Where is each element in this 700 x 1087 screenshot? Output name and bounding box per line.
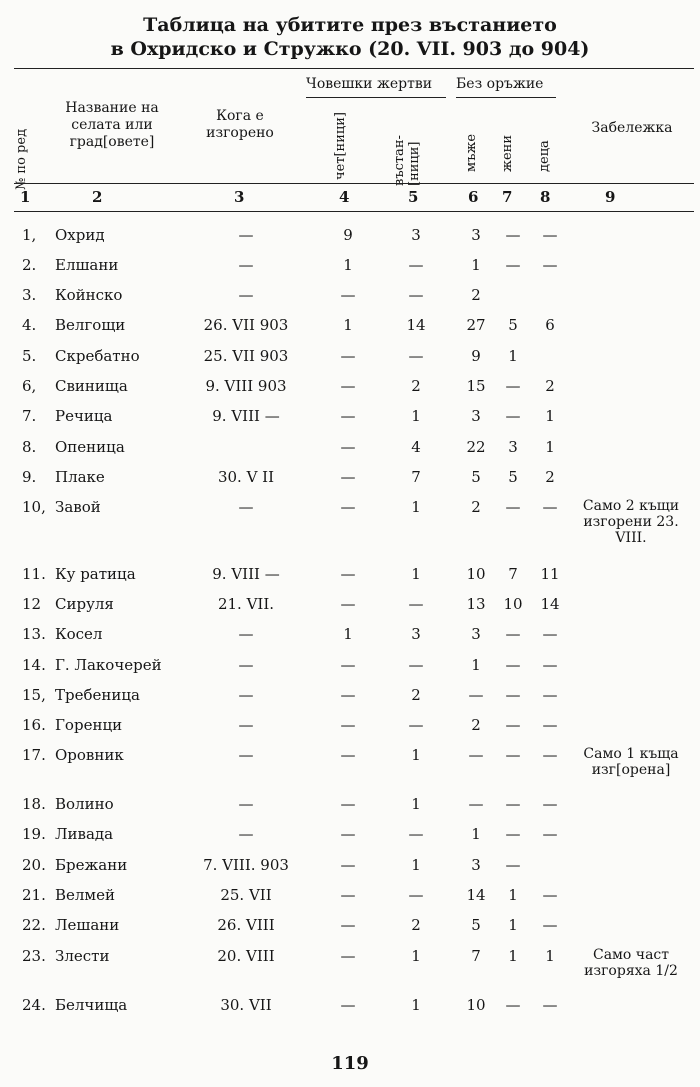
row-number: 23. <box>22 947 46 965</box>
men-count: 3 <box>471 856 481 874</box>
vastanici-count: 1 <box>411 498 421 516</box>
village-name: Плаке <box>55 468 105 486</box>
vastanici-count: — <box>408 347 424 365</box>
column-number: 2 <box>92 188 103 206</box>
row-number: 9. <box>22 468 37 486</box>
chetnici-count: — <box>340 825 356 843</box>
page-number: 119 <box>331 1053 369 1074</box>
row-number: 1, <box>22 226 37 244</box>
vastanici-count: 1 <box>411 947 421 965</box>
women-count: — <box>505 825 521 843</box>
row-number: 14. <box>22 656 46 674</box>
row-number: 12 <box>22 595 42 613</box>
burn-date: 30. V II <box>217 468 275 486</box>
men-count: 2 <box>471 716 481 734</box>
village-name: Велгощи <box>55 316 126 334</box>
vastanici-count: 2 <box>411 686 421 704</box>
burn-date: 9. VIII — <box>212 407 280 425</box>
children-count: 2 <box>545 468 555 486</box>
vastanici-count: 4 <box>411 438 421 456</box>
children-count: — <box>542 916 558 934</box>
women-count: 3 <box>508 438 518 456</box>
children-count: 14 <box>540 595 560 613</box>
men-count: 5 <box>471 468 481 486</box>
children-count: 6 <box>545 316 555 334</box>
column-number: 4 <box>339 188 350 206</box>
burn-date: — <box>238 746 254 764</box>
row-number: 16. <box>22 716 46 734</box>
chetnici-count: — <box>340 746 356 764</box>
children-count: — <box>542 795 558 813</box>
row-number: 7. <box>22 407 37 425</box>
vastanici-count: — <box>408 825 424 843</box>
vastanici-count: — <box>408 256 424 274</box>
village-name: Брежани <box>55 856 128 874</box>
row-number: 10, <box>22 498 46 516</box>
header-name: Название на селата или град[овете] <box>65 100 159 150</box>
column-number: 6 <box>468 188 479 206</box>
men-count: 14 <box>466 886 486 904</box>
village-name: Скребатно <box>55 347 140 365</box>
row-note: Само част изгоряха 1/2 <box>584 947 678 979</box>
women-count: — <box>505 716 521 734</box>
row-number: 2. <box>22 256 37 274</box>
village-name: Завой <box>55 498 101 516</box>
chetnici-count: — <box>340 407 356 425</box>
row-number: 13. <box>22 625 46 643</box>
row-number: 15, <box>22 686 46 704</box>
women-count: 1 <box>508 947 518 965</box>
burn-date: 26. VIII <box>217 916 275 934</box>
children-count: 2 <box>545 377 555 395</box>
header-date: Кога е изгорено <box>206 108 274 141</box>
village-name: Охрид <box>55 226 105 244</box>
village-name: Г. Лакочерей <box>55 656 162 674</box>
burn-date: — <box>238 656 254 674</box>
women-count: 1 <box>508 916 518 934</box>
women-count: — <box>505 795 521 813</box>
chetnici-count: — <box>340 856 356 874</box>
chetnici-count: — <box>340 565 356 583</box>
village-name: Елшани <box>55 256 119 274</box>
children-count: — <box>542 498 558 516</box>
women-count: — <box>505 996 521 1014</box>
chetnici-count: — <box>340 286 356 304</box>
header-children: деца <box>537 140 552 172</box>
village-name: Требеница <box>55 686 140 704</box>
children-count: — <box>542 825 558 843</box>
children-count: — <box>542 226 558 244</box>
column-number: 5 <box>408 188 419 206</box>
row-number: 19. <box>22 825 46 843</box>
burn-date: 9. VIII — <box>212 565 280 583</box>
children-count: — <box>542 625 558 643</box>
vastanici-count: — <box>408 656 424 674</box>
burn-date: 25. VII 903 <box>203 347 289 365</box>
burn-date: — <box>238 825 254 843</box>
vastanici-count: 1 <box>411 565 421 583</box>
vastanici-count: 1 <box>411 856 421 874</box>
row-number: 24. <box>22 996 46 1014</box>
men-count: 9 <box>471 347 481 365</box>
row-number: 11. <box>22 565 46 583</box>
village-name: Опеница <box>55 438 125 456</box>
children-count: 1 <box>545 407 555 425</box>
row-number: 21. <box>22 886 46 904</box>
header-top-rule <box>14 68 694 69</box>
header-row-number: № по ред <box>14 128 29 190</box>
chetnici-count: — <box>340 996 356 1014</box>
row-number: 4. <box>22 316 37 334</box>
men-count: 3 <box>471 407 481 425</box>
men-count: 1 <box>471 825 481 843</box>
column-number: 9 <box>605 188 616 206</box>
header-note: Забележка <box>591 120 673 136</box>
vastanici-count: 1 <box>411 996 421 1014</box>
chetnici-count: 1 <box>343 256 353 274</box>
men-count: 7 <box>471 947 481 965</box>
men-count: 10 <box>466 565 486 583</box>
vastanici-count: 1 <box>411 746 421 764</box>
row-number: 5. <box>22 347 37 365</box>
burn-date: 21. VII. <box>217 595 275 613</box>
children-count: — <box>542 746 558 764</box>
group-victims-underline <box>306 97 446 98</box>
chetnici-count: — <box>340 716 356 734</box>
women-count: — <box>505 407 521 425</box>
village-name: Ливада <box>55 825 114 843</box>
row-number: 8. <box>22 438 37 456</box>
chetnici-count: 1 <box>343 316 353 334</box>
women-count: — <box>505 656 521 674</box>
chetnici-count: — <box>340 347 356 365</box>
men-count: 1 <box>471 656 481 674</box>
vastanici-count: 1 <box>411 407 421 425</box>
burn-date: — <box>238 625 254 643</box>
chetnici-count: — <box>340 947 356 965</box>
women-count: — <box>505 686 521 704</box>
header-bottom-rule <box>14 211 694 212</box>
burn-date: 26. VII 903 <box>203 316 289 334</box>
women-count: 10 <box>503 595 523 613</box>
chetnici-count: — <box>340 468 356 486</box>
row-note: Само 1 къща изг[орена] <box>583 746 679 778</box>
chetnici-count: — <box>340 498 356 516</box>
village-name: Речица <box>55 407 113 425</box>
chetnici-count: — <box>340 886 356 904</box>
vastanici-count: — <box>408 595 424 613</box>
village-name: Сируля <box>55 595 114 613</box>
women-count: — <box>505 226 521 244</box>
village-name: Волино <box>55 795 114 813</box>
header-women: жени <box>500 135 515 172</box>
women-count: — <box>505 856 521 874</box>
burn-date: — <box>238 795 254 813</box>
men-count: 10 <box>466 996 486 1014</box>
village-name: Горенци <box>55 716 123 734</box>
vastanici-count: — <box>408 286 424 304</box>
chetnici-count: — <box>340 438 356 456</box>
chetnici-count: — <box>340 595 356 613</box>
men-count: 1 <box>471 256 481 274</box>
row-number: 20. <box>22 856 46 874</box>
chetnici-count: — <box>340 795 356 813</box>
children-count: 1 <box>545 438 555 456</box>
group-unarmed-underline <box>456 97 556 98</box>
men-count: 3 <box>471 226 481 244</box>
village-name: Оровник <box>55 746 124 764</box>
children-count: — <box>542 996 558 1014</box>
row-note: Само 2 къщи изгорени 23. VIII. <box>582 498 680 546</box>
village-name: Белчища <box>55 996 128 1014</box>
table-title-line-1: Таблица на убитите през въстанието <box>143 14 557 36</box>
village-name: Велмей <box>55 886 115 904</box>
burn-date: 30. VII <box>220 996 272 1014</box>
row-number: 6, <box>22 377 37 395</box>
burn-date: — <box>238 686 254 704</box>
burn-date: 25. VII <box>220 886 272 904</box>
women-count: — <box>505 625 521 643</box>
village-name: Свинища <box>55 377 128 395</box>
women-count: — <box>505 256 521 274</box>
women-count: — <box>505 746 521 764</box>
village-name: Лешани <box>55 916 120 934</box>
burn-date: — <box>238 256 254 274</box>
men-count: 2 <box>471 286 481 304</box>
women-count: — <box>505 498 521 516</box>
women-count: 1 <box>508 886 518 904</box>
burn-date: — <box>238 716 254 734</box>
vastanici-count: — <box>408 886 424 904</box>
village-name: Ку ратица <box>55 565 136 583</box>
village-name: Койнско <box>55 286 123 304</box>
column-number: 3 <box>234 188 245 206</box>
header-men: мъже <box>464 133 479 172</box>
children-count: 1 <box>545 947 555 965</box>
vastanici-count: 2 <box>411 377 421 395</box>
vastanici-count: 14 <box>406 316 426 334</box>
header-chetnici: чет[ници] <box>333 112 348 180</box>
chetnici-count: 1 <box>343 625 353 643</box>
chetnici-count: 9 <box>343 226 353 244</box>
column-number: 7 <box>502 188 513 206</box>
burn-date: — <box>238 226 254 244</box>
village-name: Злести <box>55 947 110 965</box>
header-group-victims: Човешки жертви <box>306 76 433 92</box>
men-count: 3 <box>471 625 481 643</box>
men-count: — <box>468 746 484 764</box>
children-count: — <box>542 686 558 704</box>
vastanici-count: 3 <box>411 226 421 244</box>
children-count: 11 <box>540 565 560 583</box>
chetnici-count: — <box>340 656 356 674</box>
row-number: 3. <box>22 286 37 304</box>
men-count: 13 <box>466 595 486 613</box>
men-count: 15 <box>466 377 486 395</box>
men-count: 5 <box>471 916 481 934</box>
men-count: 22 <box>466 438 486 456</box>
children-count: — <box>542 656 558 674</box>
women-count: — <box>505 377 521 395</box>
table-title-line-2: в Охридско и Стружко (20. VII. 903 до 904) <box>110 38 590 60</box>
row-number: 17. <box>22 746 46 764</box>
children-count: — <box>542 716 558 734</box>
children-count: — <box>542 256 558 274</box>
vastanici-count: 2 <box>411 916 421 934</box>
vastanici-count: 1 <box>411 795 421 813</box>
header-mid-rule <box>14 183 694 184</box>
men-count: — <box>468 795 484 813</box>
burn-date: 7. VIII. 903 <box>203 856 289 874</box>
row-number: 18. <box>22 795 46 813</box>
vastanici-count: — <box>408 716 424 734</box>
chetnici-count: — <box>340 377 356 395</box>
burn-date: 9. VIII 903 <box>205 377 287 395</box>
column-number: 8 <box>540 188 551 206</box>
header-group-unarmed: Без оръжие <box>456 76 544 92</box>
men-count: 27 <box>466 316 486 334</box>
header-vastanici: въстан-[ници] <box>392 135 422 186</box>
children-count: — <box>542 886 558 904</box>
vastanici-count: 3 <box>411 625 421 643</box>
burn-date: — <box>238 286 254 304</box>
men-count: 2 <box>471 498 481 516</box>
burn-date: — <box>238 498 254 516</box>
women-count: 7 <box>508 565 518 583</box>
women-count: 5 <box>508 316 518 334</box>
vastanici-count: 7 <box>411 468 421 486</box>
women-count: 1 <box>508 347 518 365</box>
row-number: 22. <box>22 916 46 934</box>
women-count: 5 <box>508 468 518 486</box>
chetnici-count: — <box>340 686 356 704</box>
column-number: 1 <box>20 188 31 206</box>
chetnici-count: — <box>340 916 356 934</box>
burn-date: 20. VIII <box>217 947 275 965</box>
men-count: — <box>468 686 484 704</box>
village-name: Косел <box>55 625 103 643</box>
